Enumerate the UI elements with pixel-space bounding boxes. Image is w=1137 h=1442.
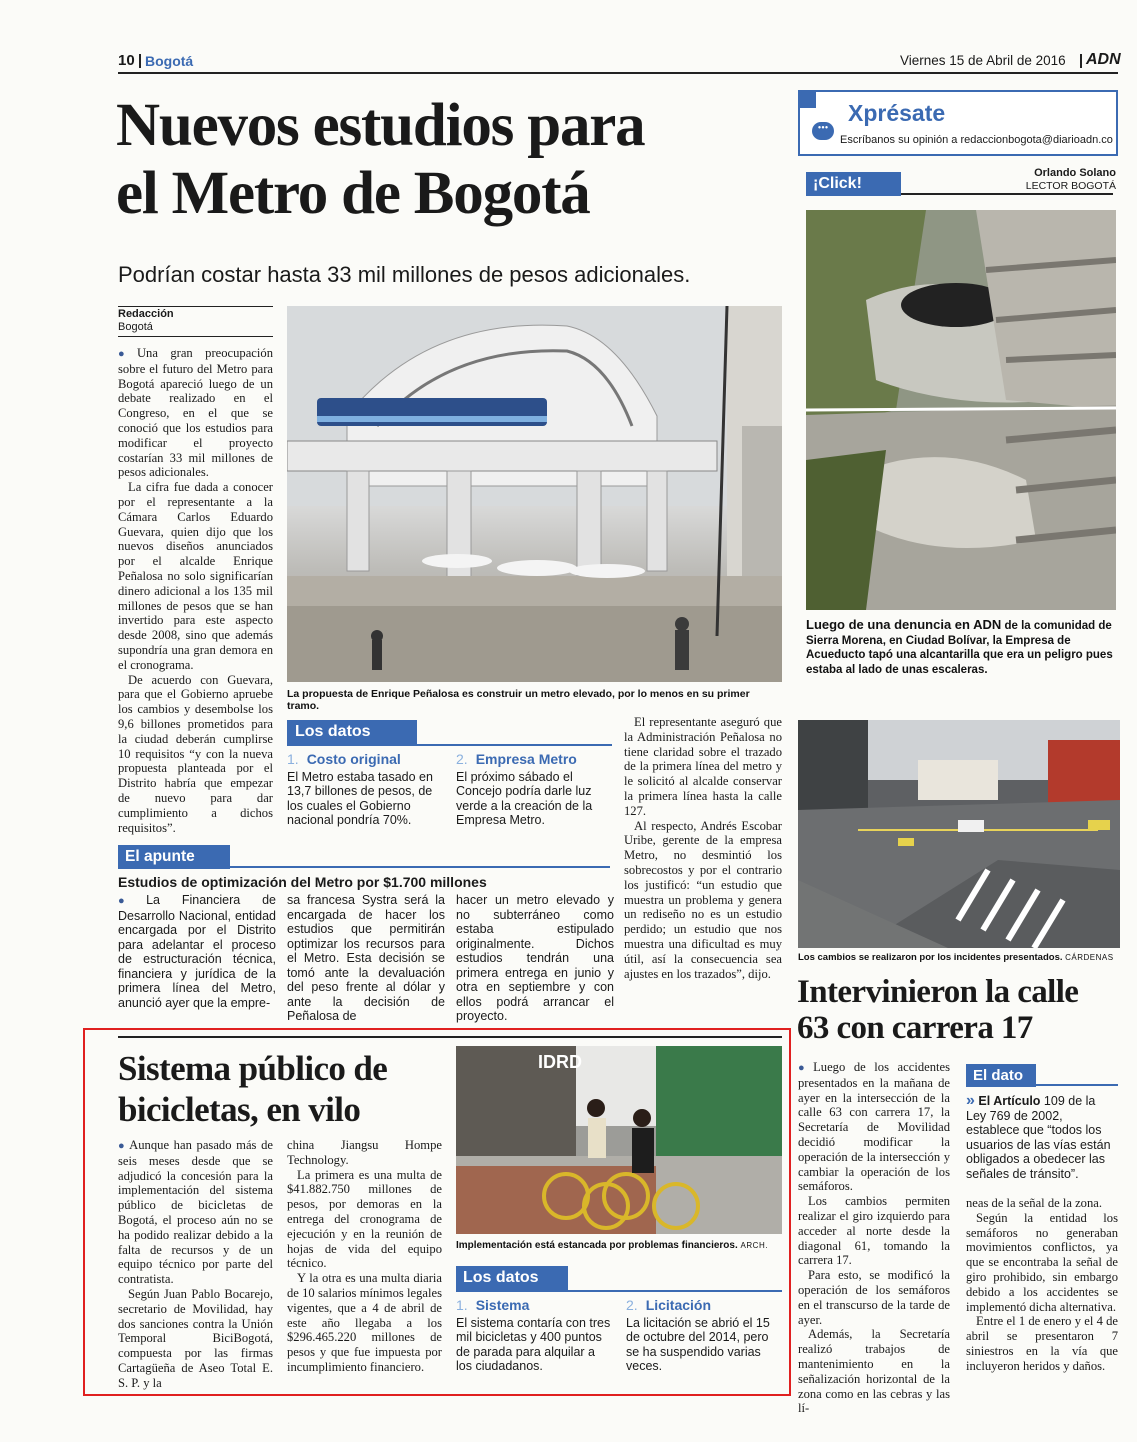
alcantarilla-caption — [806, 618, 1116, 677]
main-body-col3 — [624, 715, 782, 981]
calle-p5: neas de la señal de la zona. — [966, 1196, 1103, 1210]
bicicletas-top-rule — [118, 1036, 782, 1038]
los-datos-item-1 — [287, 752, 445, 828]
bullet-icon: ● — [118, 1140, 127, 1152]
header-rule — [118, 72, 1118, 74]
los-datos-label: Los datos — [287, 720, 417, 746]
bicicletas-headline-line2: bicicletas, en vilo — [118, 1090, 361, 1129]
reader-name: Orlando Solano — [1034, 167, 1116, 179]
calle-photo — [798, 720, 1120, 948]
xpresate-box — [798, 90, 1118, 156]
xpresate-title: Xprésate — [848, 100, 946, 126]
el-dato-label: El dato — [966, 1064, 1036, 1087]
calle-caption — [798, 952, 1120, 963]
el-dato-rule — [1036, 1084, 1118, 1086]
issue-date: Viernes 15 de Abril de 2016 — [900, 53, 1066, 68]
bici-caption-text: Implementación está estancada por problemas financieros. — [456, 1240, 738, 1251]
calle-p3: Para esto, se modificó la operación de los semáforos en el transcurso de la tarde de ayer. — [798, 1268, 950, 1327]
intersection-photo-image — [798, 720, 1120, 948]
caption-rest: de la comunidad de Sierra Morena, en Ciudad Bolívar, la Empresa de Acueducto tapó una alcantarilla que era un peligro pues estaba al lado de unas escaleras. — [806, 620, 1113, 676]
byline-rule-bottom — [118, 336, 273, 337]
alcantarilla-photo — [806, 210, 1116, 610]
bici-p4: La primera es una multa de $41.882.750 millones de pesos, por demoras en la entrega del cronograma de ejecución y en la reunión de hojas de vida del equipo técnico. — [287, 1167, 442, 1271]
calle-p2: Los cambios permiten realizar el giro izquierdo para acceder al norte desde la diagonal 61, tomando la carrera 17. — [798, 1194, 950, 1268]
el-apunte-text-1: La Financiera de Desarrollo Nacional, entidad encargada por el Distrito para adelantar el proceso de estructuración técnica, financiera y jurídica de la primera línea del Metro, anunció ayer que la empre- — [118, 893, 276, 1010]
bici-los-datos-label: Los datos — [456, 1266, 568, 1292]
brand-logo: ADN — [1086, 51, 1121, 68]
item-number: 2. — [626, 1297, 638, 1313]
byline-place: Bogotá — [118, 321, 153, 333]
main-body-p3: De acuerdo con Guevara, para que el Gobierno apruebe los cambios y desembolse los 9,6 billones prometidos para la ciudad deberán cumplirse 10 requisitos “y con la nueva propuesta planteada por el Distrito habría que empezar de nuevo para dar cumplimiento a dichos requisitos”. — [118, 672, 273, 835]
bicicletas-col2 — [287, 1138, 442, 1375]
item-title: Licitación — [645, 1297, 712, 1313]
item-text: El sistema contaría con tres mil bicicletas y 400 puntos de parada para alquilar a los ciudadanos. — [456, 1315, 611, 1373]
item-number: 1. — [287, 751, 299, 767]
el-dato-text — [966, 1094, 1118, 1181]
metro-photo-caption: La propuesta de Enrique Peñalosa es construir un metro elevado, por lo menos en su primer tramo. — [287, 688, 750, 712]
main-body-col1 — [118, 346, 273, 835]
bici-p3: china Jiangsu Hompe Technology. — [287, 1138, 442, 1167]
calle-body-col1 — [798, 1060, 950, 1416]
reader-role: LECTOR BOGOTÁ — [1025, 180, 1116, 192]
bicicletas-photo — [456, 1046, 782, 1234]
bici-p2: Según Juan Pablo Bocarejo, secretario de Movilidad, hay dos sanciones contra la Unión Temporal BiciBogotá, compuesta por las firmas Cartagüeña de Aseo Total E. S. P. y la — [118, 1286, 273, 1390]
bullet-icon: ● — [118, 348, 134, 360]
page-header — [118, 51, 1121, 72]
photo-sign-idrd: IDRD — [538, 1052, 582, 1072]
header-divider — [139, 54, 141, 68]
bicicletas-headline — [118, 1048, 448, 1130]
calle-body-col2 — [966, 1196, 1118, 1374]
corner-accent — [798, 90, 816, 108]
calle-headline-line1: Intervinieron la calle — [797, 974, 1079, 1010]
xpresate-email-text[interactable]: Escríbanos su opinión a redaccionbogota@diarioadn.co — [840, 134, 1113, 146]
bici-p5: Y la otra es una multa diaria de 10 salarios mínimos legales vigentes, que a 4 de abril de este año llegaba a los $296.465.220 millones de pesos y que fue impuesta por incumplimiento financiero. — [287, 1271, 442, 1374]
el-dato-body: 109 de la Ley 769 de 2002, establece que “todos los usuarios de las vías están obligados a obedecer las señales de tránsito”. — [966, 1094, 1111, 1181]
page-number: 10 — [118, 52, 135, 69]
calle-caption-text: Los cambios se realizaron por los incidentes presentados. — [798, 952, 1063, 963]
main-body-p4: El representante aseguró que la Administración Peñalosa no tiene claridad sobre el trazado de la primera línea del metro y le solicitó al alcalde conservar la primera línea hasta la calle 127. — [624, 715, 782, 818]
stairs-photo-image — [806, 210, 1116, 610]
item-number: 2. — [456, 751, 468, 767]
header-divider-2 — [1080, 54, 1082, 68]
bici-p1: Aunque han pasado más de seis meses desde que se adjudicó la concesión para la implementación del sistema público de bicicletas de Bogotá, el proceso aún no se ha podido realizar debido a la falta de recursos y de un equipo técnico por parte del contratista. — [118, 1138, 273, 1287]
el-apunte-col1 — [118, 893, 276, 1010]
main-subhead: Podrían costar hasta 33 mil millones de pesos adicionales. — [118, 262, 691, 287]
bici-los-datos-item-2 — [626, 1298, 780, 1374]
speech-bubble-icon: ••• — [812, 122, 834, 140]
bicicletas-caption — [456, 1240, 782, 1251]
double-chevron-icon: » — [966, 1092, 975, 1109]
main-body-p2: La cifra fue dada a conocer por el representante a la Cámara Carlos Eduardo Guevara, quien dijo que los nuevos diseños anunciados por el alcalde Enrique Peñalosa no solo significarían dinero adicional a los 135 mil millones de pesos que se han invertido para este aspecto desde 2008, sino que además supondría una gran demora en el cronograma. — [118, 480, 273, 672]
caption-bold: Luego de una denuncia en ADN — [806, 617, 1002, 632]
bicicletas-headline-line1: Sistema público de — [118, 1049, 388, 1088]
item-title: Empresa Metro — [475, 751, 577, 767]
calle-p4: Además, la Secretaría realizó trabajos de mantenimiento en la señalización horizontal de la zona como en las cebras y las lí- — [798, 1327, 950, 1416]
el-dato-bold: El Artículo — [978, 1094, 1041, 1108]
calle-headline — [797, 974, 1127, 1046]
cyclists-photo-image — [456, 1046, 782, 1234]
item-title: Sistema — [475, 1297, 530, 1313]
main-headline-line1: Nuevos estudios para — [116, 92, 645, 159]
main-body-p5: Al respecto, Andrés Escobar Uribe, gerente de la empresa Metro, no desmintió los sobrecostos y por el contrario los justificó: “un estudio que muestra un problema y genera un rediseño no es un estudio perdido; un estudio que nos muestra una dificultad es muy útil, así la consecuencia sea ajustes en los trazados”, dijo. — [624, 818, 782, 981]
calle-headline-line2: 63 con carrera 17 — [797, 1010, 1033, 1046]
main-headline-line2: el Metro de Bogotá — [116, 160, 590, 227]
section-name: Bogotá — [145, 53, 194, 69]
item-text: La licitación se abrió el 15 de octubre del 2014, pero se ha suspendido varias veces. — [626, 1315, 770, 1373]
main-body-p1: Una gran preocupación sobre el futuro del Metro para Bogotá apareció luego de un debate realizado en el Congreso, en el que se conoció que los estudios para modificar el proyecto costarían 33 mil millones de pesos adicionales. — [118, 346, 273, 480]
metro-rendering-image — [287, 306, 782, 682]
metro-photo — [287, 306, 782, 682]
el-apunte-label: El apunte — [118, 845, 230, 869]
click-label: ¡Click! — [806, 172, 901, 196]
el-apunte-col3: hacer un metro elevado y no subterráneo como estaba estipulado originalmente. Dichos estudios tendrán una primera entrega en junio y otra en septiembre y con ellos podrá arrancar el proyecto. — [456, 893, 614, 1023]
byline-rule — [118, 306, 273, 307]
bicicletas-col1 — [118, 1138, 273, 1391]
el-apunte-col2: sa francesa Systra será la encargada de hacer los estudios que permitirán optimizar los recursos para el Metro. Esta decisión se tomó ante la devaluación del peso frente al dólar y ante la decisión de Peñalosa de — [287, 893, 445, 1023]
calle-p6: Según la entidad los semáforos no generaban movimientos conflictos, ya que se encontraba la señal de giro prohibido, sin embargo debido a los accidentes se implementó dicha alternativa. — [966, 1210, 1118, 1314]
el-apunte-rule — [230, 866, 610, 868]
bici-los-datos-rule — [568, 1290, 782, 1292]
calle-p1: Luego de los accidentes presentados en la mañana de ayer en la intersección de la calle 63 con carrera 17, la Secretaría de Movilidad decidió modificar la operación de la intersección y cambiar la operación de los semáforos. — [798, 1060, 950, 1194]
los-datos-rule — [417, 744, 612, 746]
item-number: 1. — [456, 1297, 468, 1313]
bullet-icon: ● — [118, 895, 144, 907]
el-apunte-title: Estudios de optimización del Metro por $1.700 millones — [118, 874, 487, 890]
item-title: Costo original — [306, 751, 401, 767]
bici-los-datos-item-1 — [456, 1298, 612, 1374]
click-rule — [901, 193, 1113, 195]
calle-p7: Entre el 1 de enero y el 4 de abril se presentaron 7 siniestros en la vía que incluyeron heridos y daños. — [966, 1314, 1118, 1373]
bullet-icon: ● — [798, 1062, 811, 1074]
calle-caption-credit: CÁRDENAS — [1065, 953, 1114, 962]
item-text: El próximo sábado el Concejo podría darle luz verde a la creación de la Empresa Metro. — [456, 769, 593, 827]
main-headline — [116, 92, 786, 228]
item-text: El Metro estaba tasado en 13,7 billones de pesos, de los cuales el Gobierno nacional pondría 70%. — [287, 769, 433, 827]
los-datos-item-2 — [456, 752, 608, 828]
byline-name: Redacción — [118, 308, 174, 320]
bici-caption-credit: ARCH. — [740, 1241, 768, 1250]
